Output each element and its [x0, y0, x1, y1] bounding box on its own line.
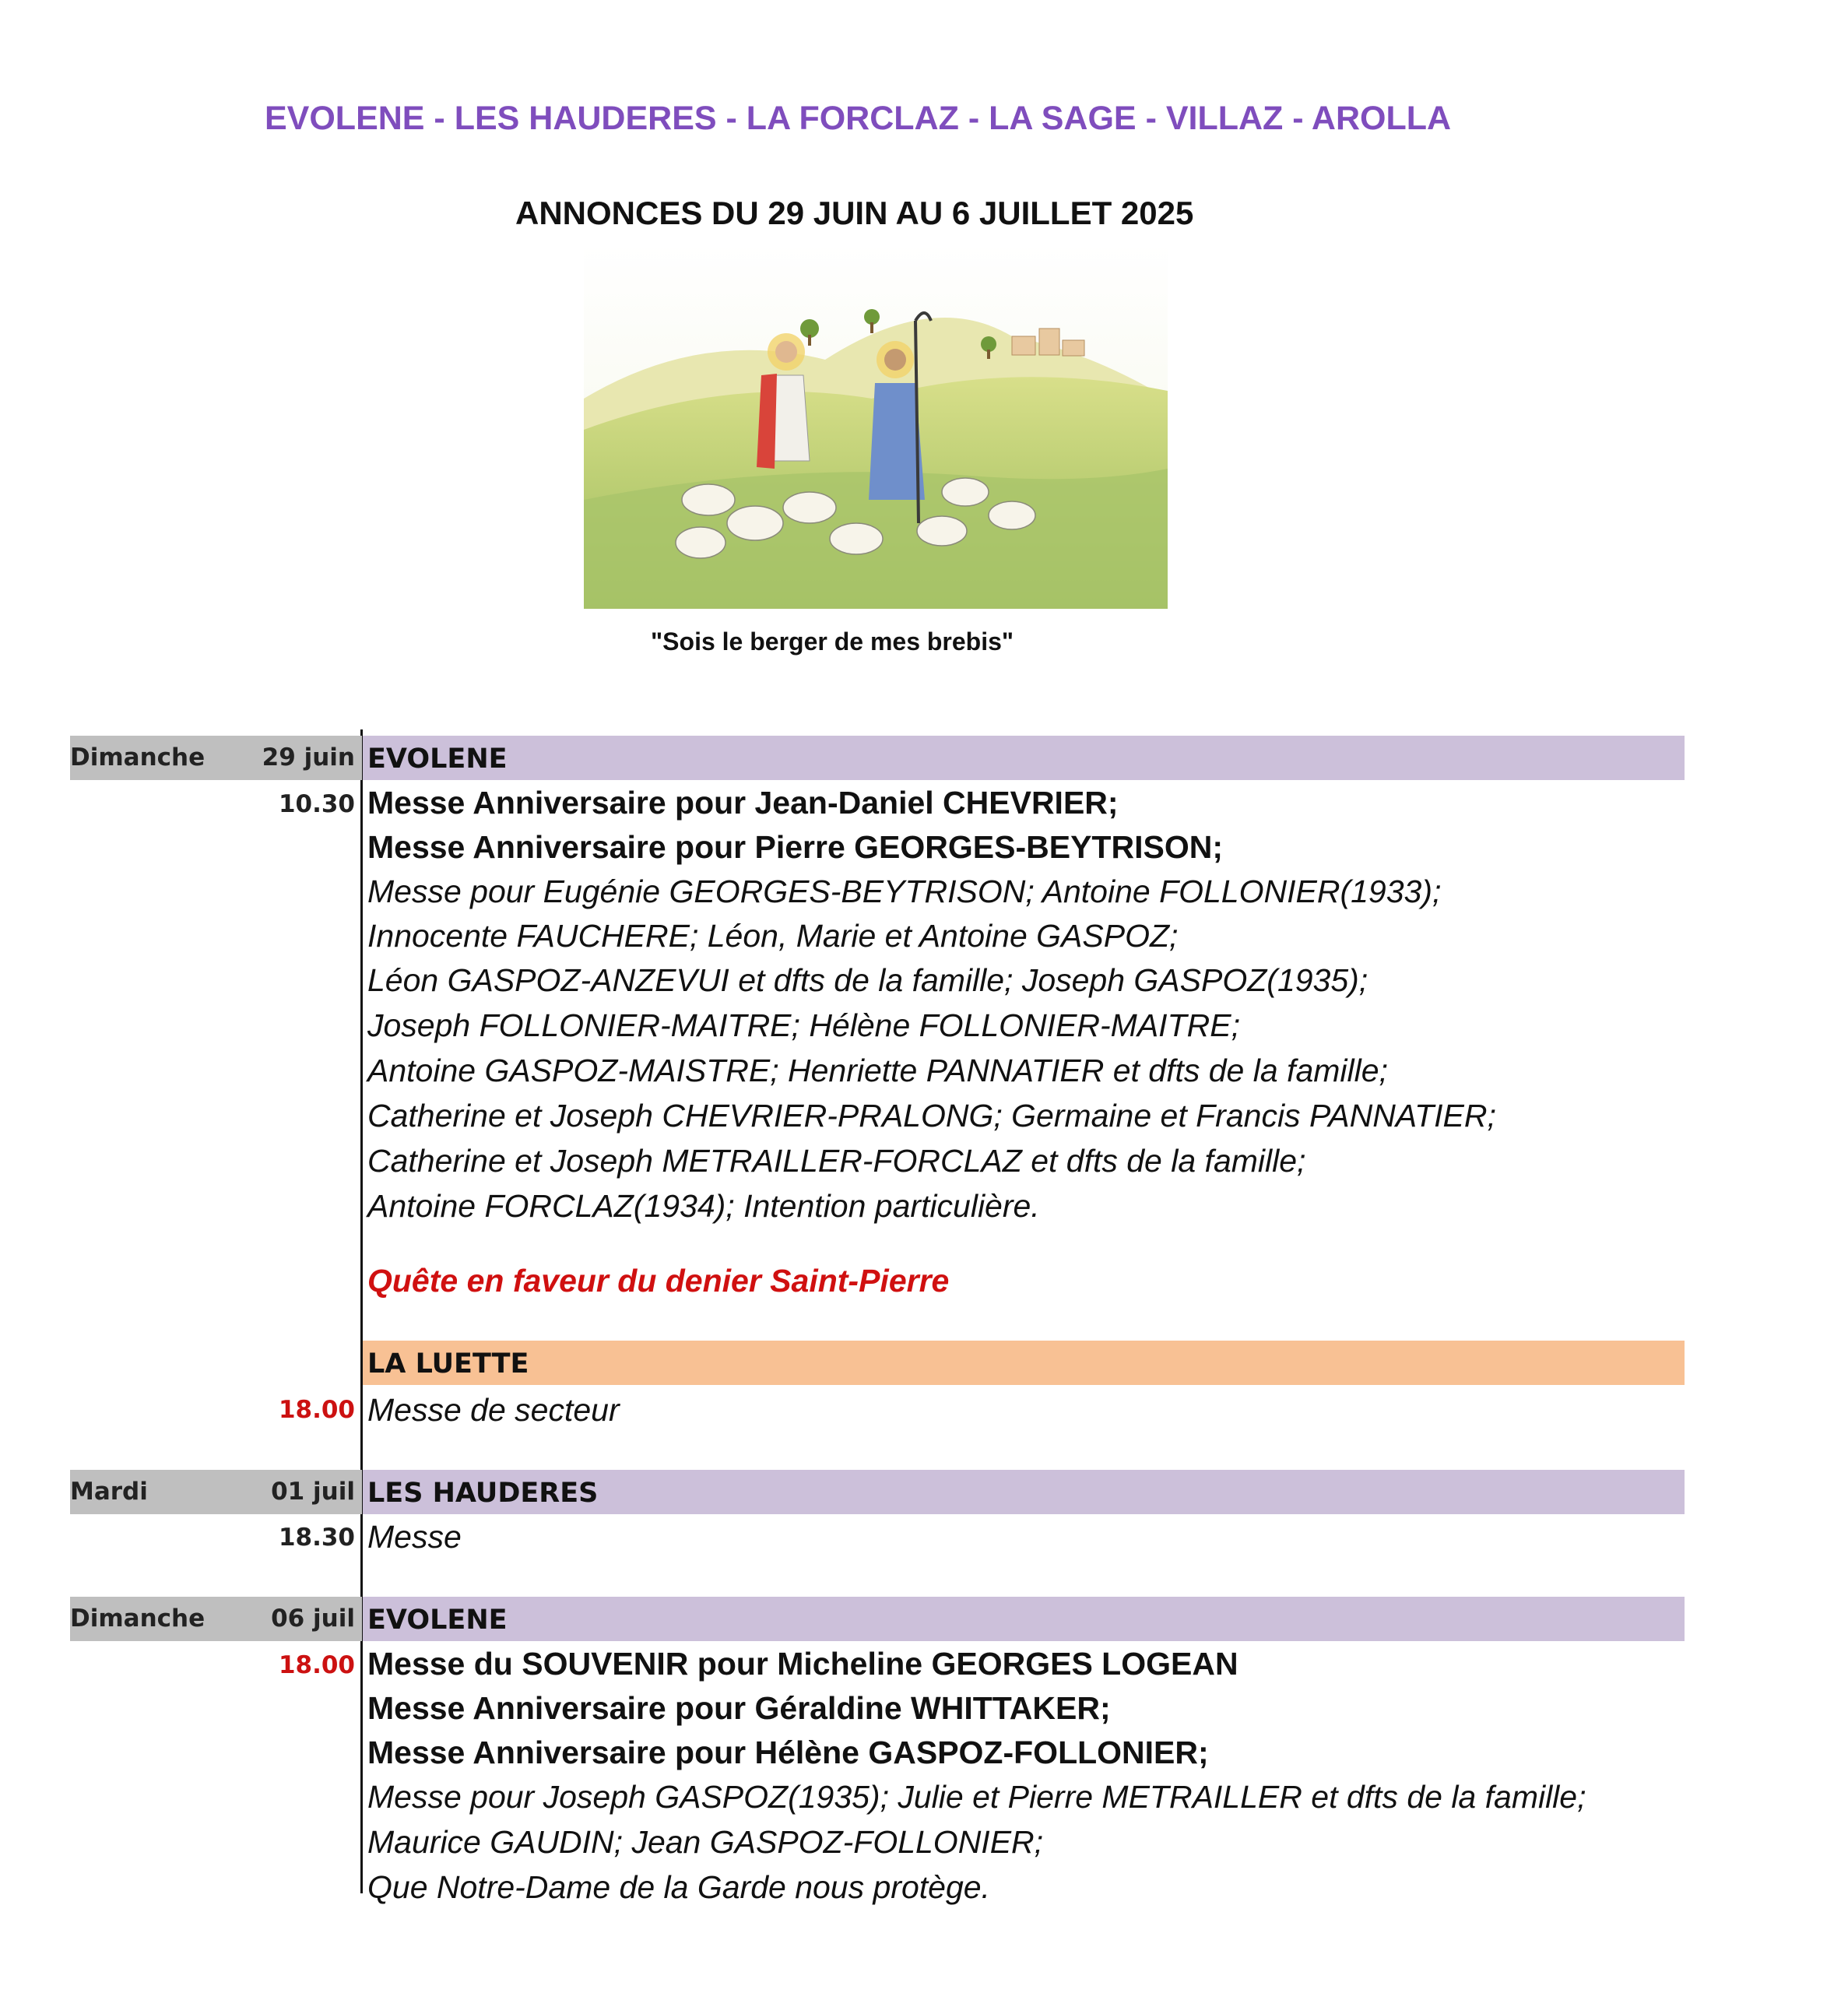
- page-title: ANNONCES DU 29 JUIN AU 6 JUILLET 2025: [515, 195, 1194, 231]
- mass-line: Antoine FORCLAZ(1934); Intention particulière.: [367, 1188, 1040, 1224]
- date-label: 01 juil: [271, 1478, 355, 1506]
- mass-line: Messe pour Eugénie GEORGES-BEYTRISON; Antoine FOLLONIER(1933);: [367, 873, 1442, 909]
- day-label: Mardi: [70, 1478, 148, 1506]
- mass-line: Léon GASPOZ-ANZEVUI et dfts de la famille; Joseph GASPOZ(1935);: [367, 962, 1368, 998]
- mass-line: Messe pour Joseph GASPOZ(1935); Julie et Pierre METRAILLER et dfts de la famille;: [367, 1779, 1586, 1815]
- day-label: Dimanche: [70, 743, 206, 772]
- time-label: 10.30: [278, 790, 355, 818]
- header-villages: EVOLENE - LES HAUDERES - LA FORCLAZ - LA SAGE - VILLAZ - AROLLA: [265, 100, 1452, 137]
- mass-line: Messe Anniversaire pour Hélène GASPOZ-FOLLONIER;: [367, 1735, 1209, 1770]
- place-label: LA LUETTE: [367, 1348, 529, 1380]
- place-band: [363, 736, 1685, 780]
- mass-line: Messe de secteur: [367, 1392, 620, 1428]
- column-divider: [360, 729, 363, 1893]
- collection-note: Quête en faveur du denier Saint-Pierre: [367, 1263, 950, 1299]
- mass-line: Messe Anniversaire pour Géraldine WHITTAKER;: [367, 1690, 1111, 1726]
- place-label: EVOLENE: [367, 1605, 508, 1636]
- mass-line: Messe Anniversaire pour Pierre GEORGES-BEYTRISON;: [367, 829, 1223, 865]
- time-label: 18.30: [278, 1524, 355, 1552]
- time-label: 18.00: [278, 1651, 355, 1679]
- shepherd-illustration: [576, 243, 1168, 609]
- mass-line: Joseph FOLLONIER-MAITRE; Hélène FOLLONIER-MAITRE;: [367, 1007, 1240, 1043]
- mass-line: Maurice GAUDIN; Jean GASPOZ-FOLLONIER;: [367, 1824, 1044, 1860]
- date-label: 06 juil: [271, 1605, 355, 1633]
- mass-line: Innocente FAUCHERE; Léon, Marie et Antoine GASPOZ;: [367, 918, 1179, 954]
- mass-line: Antoine GASPOZ-MAISTRE; Henriette PANNATIER et dfts de la famille;: [367, 1053, 1388, 1088]
- mass-line: Messe du SOUVENIR pour Micheline GEORGES LOGEAN: [367, 1646, 1238, 1682]
- day-label: Dimanche: [70, 1605, 206, 1633]
- place-band: [363, 1341, 1685, 1385]
- mass-line: Messe Anniversaire pour Jean-Daniel CHEVRIER;: [367, 785, 1119, 821]
- mass-line: Messe: [367, 1519, 462, 1555]
- mass-line: Que Notre-Dame de la Garde nous protège.: [367, 1869, 990, 1905]
- place-band: [363, 1597, 1685, 1641]
- time-label: 18.00: [278, 1396, 355, 1424]
- mass-line: Catherine et Joseph METRAILLER-FORCLAZ et dfts de la famille;: [367, 1143, 1306, 1179]
- place-label: LES HAUDERES: [367, 1478, 599, 1509]
- mass-line: Catherine et Joseph CHEVRIER-PRALONG; Germaine et Francis PANNATIER;: [367, 1098, 1496, 1134]
- image-caption: "Sois le berger de mes brebis": [651, 627, 1014, 656]
- place-label: EVOLENE: [367, 743, 508, 775]
- date-label: 29 juin: [262, 743, 355, 772]
